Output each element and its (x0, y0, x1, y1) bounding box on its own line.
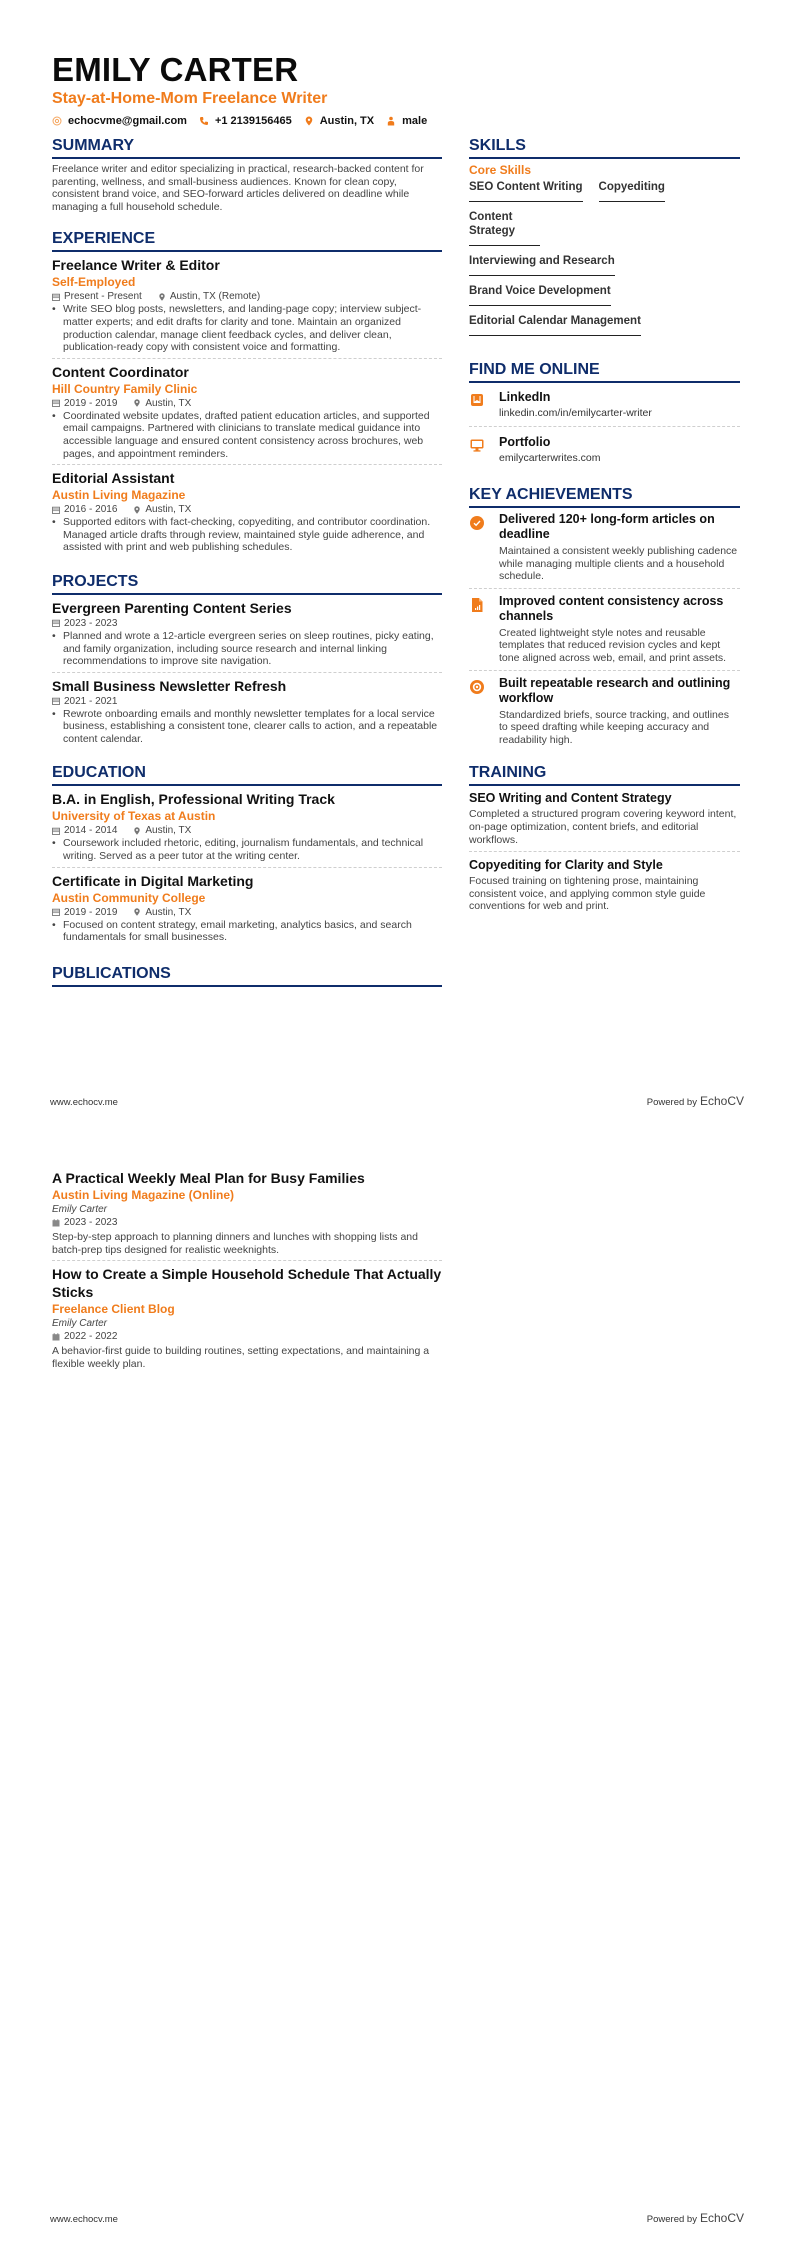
online-link-portfolio[interactable] (469, 432, 740, 471)
monitor-icon (469, 437, 485, 453)
entry-meta: 2023 - 2023 (52, 1216, 442, 1229)
online-link-linkedin[interactable] (469, 387, 740, 427)
summary-text: Freelance writer and editor specializing in practical, research-backed content for parenting, wellness, and small-business audiences. Known for clean copy, consistent brand voice, and SEO-forward articles delivered on deadline while managing a full household schedule. (52, 163, 424, 213)
summary-section (52, 136, 442, 213)
calendar-icon (52, 619, 60, 627)
skill-tag: Brand Voice Development (469, 282, 611, 306)
section-heading: TRAINING (469, 763, 740, 786)
achievement-item (469, 594, 740, 671)
candidate-name: EMILY CARTER (52, 51, 299, 88)
calendar-icon (52, 399, 60, 407)
entry-bullet: • Rewrote onboarding emails and monthly newsletter templates for a local service business, establishing a consistent tone, clearer calls to action, and a repeatable content calendar. (52, 707, 438, 745)
contact-location: Austin, TX (304, 115, 374, 127)
degree: B.A. in English, Professional Writing Track (52, 791, 335, 808)
page-footer (50, 1094, 744, 1108)
left-column (52, 136, 442, 1003)
achievement-text: Maintained a consistent weekly publishing cadence while managing multiple clients and a household schedule. (499, 545, 738, 583)
entry-meta: 2014 - 2014 Austin, TX (52, 824, 442, 837)
employer: Self-Employed (52, 275, 136, 290)
project-title: Small Business Newsletter Refresh (52, 677, 287, 694)
map-pin-icon (158, 293, 166, 301)
job-title: Content Coordinator (52, 363, 189, 380)
page-footer (50, 2211, 744, 2225)
entry-meta: 2022 - 2022 (52, 1330, 442, 1343)
check-circle-icon (469, 515, 485, 531)
training-text: Completed a structured program covering keyword intent, on-page optimization, content briefs, and editorial workflows. (469, 808, 737, 846)
entry-bullet: • Write SEO blog posts, newsletters, and landing-page copy; interview subject-matter experts; and edit drafts for clarity and tone. Maintain an organized production calendar, manage client feedback cycles, and deliver clean, publication-ready copy with consistent voice and formatting. (52, 303, 422, 354)
map-pin-icon (304, 116, 314, 126)
achievement-item (469, 676, 740, 752)
link-name: Portfolio (499, 435, 551, 449)
section-heading: SUMMARY (52, 136, 442, 159)
entry-meta: 2023 - 2023 (52, 617, 442, 630)
publication-author: Emily Carter (52, 1318, 108, 1330)
project-entry (52, 677, 442, 750)
entry-meta: 2021 - 2021 (52, 695, 442, 708)
achievements-section (469, 485, 740, 751)
achievement-item (469, 512, 740, 589)
footer-site-link[interactable]: www.echocv.me (50, 1097, 118, 1108)
map-pin-icon (133, 827, 141, 835)
section-heading: EXPERIENCE (52, 229, 442, 252)
at-icon (52, 116, 62, 126)
achievement-text: Created lightweight style notes and reusable templates that reduced revision cycles and kept tone aligned across web, email, and print assets. (499, 626, 727, 664)
employer: Austin Living Magazine (52, 488, 186, 503)
section-heading: EDUCATION (52, 763, 442, 786)
publication-text: A behavior-first guide to building routines, setting expectations, and maintaining a flexible weekly plan. (52, 1345, 430, 1370)
job-title: Freelance Writer & Editor (52, 257, 220, 274)
entry-bullet: • Coursework included rhetoric, editing, journalism fundamentals, and technical writing. Served as a peer tutor at the writing center. (52, 837, 424, 863)
skill-tag: Interviewing and Research (469, 252, 615, 276)
entry-bullet: • Coordinated website updates, drafted patient education articles, and supported email campaigns. Partnered with clinicians to translate medical guidance into accessible language and ensured content consistency across brochures, web pages, and appointment reminders. (52, 409, 430, 460)
skill-tag: Copyediting (599, 178, 665, 202)
bookmark-icon (469, 392, 485, 408)
entry-bullet: • Planned and wrote a 12-article evergreen series on sleep routines, picky eating, and family organization, including source research and internal linking recommendations to improve site navigation. (52, 629, 434, 668)
publications-list (52, 1169, 442, 1378)
publication-title: How to Create a Simple Household Schedule That Actually Sticks (52, 1266, 442, 1301)
training-item (469, 790, 740, 852)
training-text: Focused training on tightening prose, maintaining consistent voice, and applying common style guide conventions for web and print. (469, 875, 706, 913)
training-title: SEO Writing and Content Strategy (469, 791, 672, 806)
experience-section (52, 229, 442, 558)
entry-meta: 2019 - 2019 Austin, TX (52, 397, 442, 410)
calendar-icon (52, 697, 60, 705)
training-item (469, 857, 740, 918)
resume-page-2 (0, 1123, 794, 2246)
section-heading: FIND ME ONLINE (469, 360, 740, 383)
skill-tag: SEO Content Writing (469, 178, 583, 202)
employer: Hill Country Family Clinic (52, 381, 198, 396)
file-chart-icon (469, 597, 485, 613)
publisher: Freelance Client Blog (52, 1302, 175, 1317)
entry-meta: 2016 - 2016 Austin, TX (52, 503, 442, 516)
calendar-icon (52, 1333, 60, 1341)
skills-section (469, 136, 740, 342)
entry-meta: 2019 - 2019 Austin, TX (52, 906, 442, 919)
achievement-title: Delivered 120+ long-form articles on deadline (499, 512, 715, 541)
phone-icon (199, 116, 209, 126)
publication-author: Emily Carter (52, 1204, 108, 1215)
education-section (52, 763, 442, 947)
footer-brand[interactable]: EchoCV (699, 2211, 744, 2225)
link-name: LinkedIn (499, 390, 551, 404)
experience-entry (52, 256, 442, 358)
achievement-text: Standardized briefs, source tracking, and outlines to speed drafting while keeping accuracy and readability high. (499, 708, 729, 746)
job-title: Editorial Assistant (52, 470, 175, 487)
calendar-icon (52, 827, 60, 835)
gear-icon (469, 679, 485, 695)
calendar-icon (52, 293, 60, 301)
footer-site-link[interactable]: www.echocv.me (50, 2214, 118, 2225)
project-entry (52, 599, 442, 673)
calendar-icon (52, 506, 60, 514)
education-entry (52, 790, 442, 867)
footer-brand[interactable]: EchoCV (699, 1094, 744, 1108)
publication-entry (52, 1265, 442, 1374)
section-heading: SKILLS (469, 136, 740, 159)
link-url[interactable]: emilycarterwrites.com (499, 452, 601, 464)
training-section (469, 763, 740, 918)
footer-powered-by: Powered by EchoCV (646, 1094, 744, 1108)
achievement-title: Built repeatable research and outlining workflow (499, 675, 731, 705)
entry-bullet: • Supported editors with fact-checking, copyediting, and contributor coordination. Managed article drafts through review, maintained style guide adherence, and assisted with print and web publishing schedules. (52, 516, 431, 554)
project-title: Evergreen Parenting Content Series (52, 599, 292, 616)
skill-tag: Editorial Calendar Management (469, 312, 641, 336)
entry-meta: Present - Present Austin, TX (Remote) (52, 290, 442, 303)
section-heading: KEY ACHIEVEMENTS (469, 485, 740, 508)
publisher: Austin Living Magazine (Online) (52, 1188, 235, 1202)
experience-entry (52, 469, 442, 558)
contact-email[interactable]: echocvme@gmail.com (52, 115, 187, 127)
publication-text: Step-by-step approach to planning dinners and lunches with shopping lists and batch-prep tips designed for realistic weeknights. (52, 1231, 418, 1256)
training-title: Copyediting for Clarity and Style (469, 858, 663, 873)
achievement-title: Improved content consistency across channels (499, 593, 724, 623)
section-heading: PROJECTS (52, 572, 442, 595)
calendar-icon (52, 1219, 60, 1227)
projects-section (52, 572, 442, 750)
institution: University of Texas at Austin (52, 809, 216, 824)
map-pin-icon (133, 908, 141, 916)
resume-header (52, 52, 742, 127)
contact-row (52, 115, 742, 127)
section-heading: PUBLICATIONS (52, 964, 442, 987)
candidate-title: Stay-at-Home-Mom Freelance Writer (52, 90, 328, 107)
publication-title: A Practical Weekly Meal Plan for Busy Families (52, 1170, 365, 1186)
skill-list (469, 178, 740, 342)
calendar-icon (52, 908, 60, 916)
footer-powered-by: Powered by EchoCV (646, 2211, 744, 2225)
publications-section-heading (52, 964, 442, 987)
skill-tag: Content Strategy (469, 208, 540, 246)
publication-entry (52, 1169, 442, 1261)
online-section (469, 360, 740, 471)
experience-entry (52, 363, 442, 465)
right-column (469, 136, 740, 934)
person-icon (386, 116, 396, 126)
contact-phone[interactable]: +1 2139156465 (199, 115, 292, 127)
degree: Certificate in Digital Marketing (52, 872, 254, 889)
contact-gender: male (386, 115, 427, 127)
map-pin-icon (133, 399, 141, 407)
institution: Austin Community College (52, 890, 206, 905)
link-url[interactable]: linkedin.com/in/emilycarter-writer (499, 407, 652, 419)
skill-group-label: Core Skills (469, 163, 532, 177)
map-pin-icon (133, 506, 141, 514)
education-entry (52, 872, 442, 948)
entry-bullet: • Focused on content strategy, email marketing, analytics basics, and search fundamentals for small businesses. (52, 918, 412, 944)
